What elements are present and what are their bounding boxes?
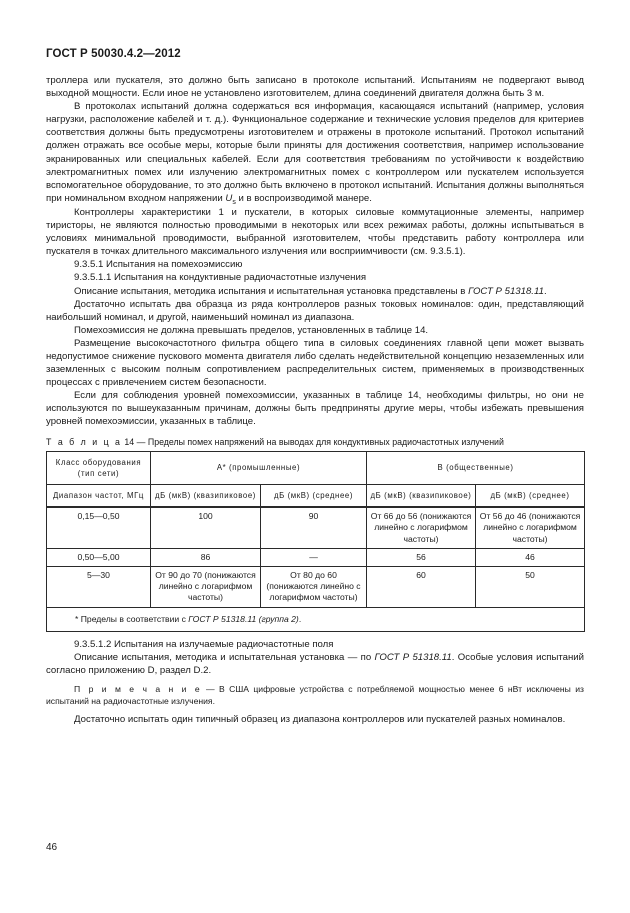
group-a-header: А* (промышленные) — [151, 451, 367, 484]
paragraph — [46, 651, 584, 677]
table-header-row — [47, 484, 585, 507]
table-row — [47, 507, 585, 548]
paragraph-text: . — [543, 285, 547, 297]
table-caption — [46, 436, 584, 448]
a-average-header: дБ (мкВ) (среднее) — [261, 484, 367, 507]
paragraph-text: В протоколах испытаний должна содержаться вся информация, касающаяся испытаний (например, условия нагрузки, расположение кабелей и т. д.). Функциональное содержание и технические условия пределов для критериев соответствия должны быть предусмотрены изготовителем и отражены в протоколе испытаний. Протокол испытаний должен отражать все особые меры, которые были приняты для достижения соответствия, например использование экранированных или специальных кабелей. Если для соответствия требованиям по устойчивости к воздействию электромагнитных помех или излучению электромагнитных помех с контроллером или пускателем используется вспомогательное оборудование, то это должно быть включено в протокол испытаний. Испытания должны выполняться при номинальном входном напряжении — [46, 101, 584, 204]
document-body — [46, 74, 584, 726]
b-average-cell: От 56 до 46 (понижаются линейно с логарифмом частоты) — [476, 507, 585, 548]
frequency-range-cell: 5—30 — [47, 566, 151, 607]
document-id: ГОСТ Р 50030.4.2—2012 — [46, 48, 181, 60]
table-row — [47, 566, 585, 607]
table-header-row — [47, 451, 585, 484]
paragraph: Помехоэмиссия не должна превышать пределов, установленных в таблице 14. — [74, 324, 429, 336]
a-quasi-peak-cell: От 90 до 70 (понижаются линейно с логарифмом частоты) — [151, 566, 261, 607]
group-b-header: В (общественные) — [367, 451, 585, 484]
standard-reference: ГОСТ Р 51318.11 (группа 2) — [188, 613, 299, 624]
paragraph-text: и в воспроизводимой манере. — [235, 192, 372, 204]
table-row — [47, 548, 585, 566]
paragraph — [46, 285, 584, 298]
a-average-cell: — — [261, 548, 367, 566]
a-average-cell: 90 — [261, 507, 367, 548]
a-quasi-peak-cell: 100 — [151, 507, 261, 548]
page-number: 46 — [46, 842, 58, 853]
b-average-header: дБ (мкВ) (среднее) — [476, 484, 585, 507]
section-heading: 9.3.5.1.2 Испытания на излучаемые радиочастотные поля — [74, 638, 334, 650]
section-heading: 9.3.5.1 Испытания на помехоэмиссию — [74, 259, 243, 271]
paragraph: Если для соблюдения уровней помехоэмиссии, указанных в таблице 14, необходимы фильтры, но они не используются по вышеуказанным причинам, должны быть предприняты другие меры, чтобы избежать превышения уровней помехоэмиссии, указанных в таблице. — [46, 390, 584, 428]
footnote-text: . — [298, 613, 302, 624]
a-quasi-peak-header: дБ (мкВ) (квазипиковое) — [151, 484, 261, 507]
standard-reference: ГОСТ Р 51318.11 — [374, 651, 452, 663]
emission-limits-table — [46, 451, 585, 632]
paragraph: Размещение высокочастотного фильтра общего типа в силовых соединениях главной цепи может вызвать недопустимое снижение пускового момента двигателя либо сделать недействительной концепцию незаземленных или заземленных с высоким полным сопротивлением распределительных систем, применяемых в производственных процессах с привлечением систем безопасности. — [46, 337, 584, 389]
paragraph: Контроллеры характеристики 1 и пускатели, в которых силовые коммутационные элементы, например тиристоры, не являются полностью проводимыми в некоторых или всех режимах работы, должны испытываться в условиях минимальной проводимости, выбранной изготовителем, чтобы представить работу контроллера или пускателя в точках длительного максимального излучения или восприимчивости (см. 9.3.5.1). — [46, 206, 584, 258]
table-footnote-row — [47, 607, 585, 631]
paragraph-text: Описание испытания, методика и испытательная установка — по — [74, 651, 375, 663]
equipment-class-header: Класс оборудования (тип сети) — [47, 451, 151, 484]
b-quasi-peak-cell: 60 — [367, 566, 476, 607]
paragraph: Достаточно испытать два образца из ряда контроллеров разных токовых номиналов: один, представляющий наибольший номинал, и другой, наименьший номинал из диапазона. — [46, 298, 584, 323]
standard-reference: ГОСТ Р 51318.11 — [468, 285, 544, 297]
voltage-subscript: s — [232, 198, 236, 206]
b-quasi-peak-cell: От 66 до 56 (понижаются линейно с логарифмом частоты) — [367, 507, 476, 548]
a-quasi-peak-cell: 86 — [151, 548, 261, 566]
table-footnote — [47, 607, 585, 631]
paragraph-text: Описание испытания, методика испытания и испытательная установка представлены в — [74, 285, 469, 297]
note — [46, 683, 584, 707]
frequency-range-cell: 0,50—5,00 — [47, 548, 151, 566]
paragraph — [46, 100, 584, 206]
table-caption-label: Т а б л и ц а — [46, 436, 122, 447]
paragraph: троллера или пускателя, это должно быть записано в протоколе испытаний. Испытаниям не подвергают вывод выходной мощности. Если иное не установлено изготовителем, длина соединений двигателя должна быть 3 м. — [46, 75, 584, 100]
b-average-cell: 50 — [476, 566, 585, 607]
b-quasi-peak-header: дБ (мкВ) (квазипиковое) — [367, 484, 476, 507]
frequency-range-header: Диапазон частот, МГц — [47, 484, 151, 507]
voltage-symbol: U — [225, 192, 233, 204]
b-average-cell: 46 — [476, 548, 585, 566]
paragraph: Достаточно испытать один типичный образец из диапазона контроллеров или пускателей разных номиналов. — [74, 714, 566, 726]
note-label: П р и м е ч а н и е — [74, 684, 202, 695]
note-text: — В США цифровые устройства с потребляемой мощностью менее 6 нВт исключены из испытаний на радиочастотные излучения. — [46, 684, 584, 707]
footnote-text: * Пределы в соответствии с — [75, 613, 189, 624]
frequency-range-cell: 0,15—0,50 — [47, 507, 151, 548]
paragraph-text: . Особые условия испытаний согласно приложению D, раздел D.2. — [46, 651, 584, 676]
section-heading: 9.3.5.1.1 Испытания на кондуктивные радиочастотные излучения — [74, 272, 367, 284]
table-caption-text: 14 — Пределы помех напряжений на выводах для кондуктивных радиочастотных излучений — [121, 436, 504, 447]
a-average-cell: От 80 до 60 (понижаются линейно с логарифмом частоты) — [261, 566, 367, 607]
b-quasi-peak-cell: 56 — [367, 548, 476, 566]
